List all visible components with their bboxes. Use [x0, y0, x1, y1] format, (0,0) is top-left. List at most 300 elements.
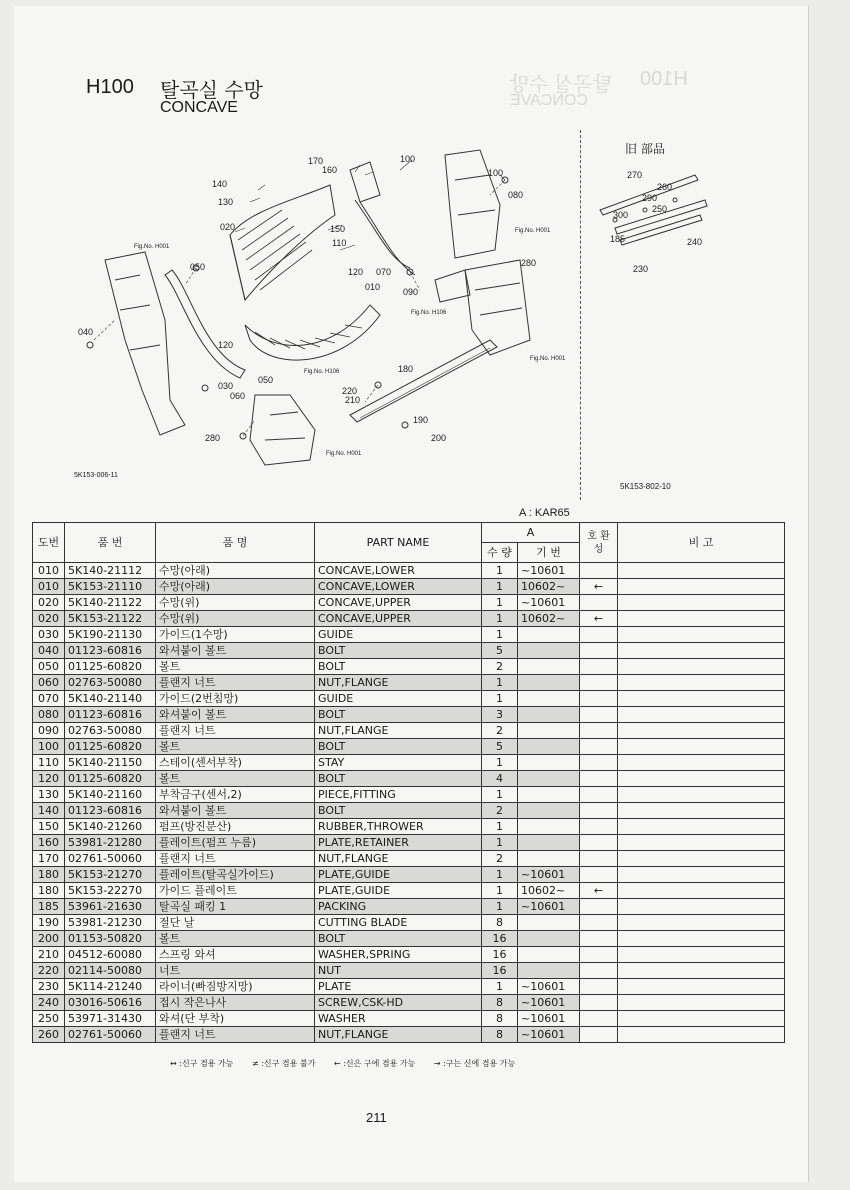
- cell-part-no: 01125-60820: [65, 771, 156, 787]
- callout-120: 120: [348, 267, 364, 277]
- cell-compat: ←: [580, 579, 618, 595]
- cell-compat: [580, 739, 618, 755]
- cell-qty: 8: [482, 915, 518, 931]
- cell-qty: 1: [482, 755, 518, 771]
- cell-ref-no: 190: [33, 915, 65, 931]
- cell-part-no: 01123-60816: [65, 643, 156, 659]
- cell-remarks: [618, 755, 785, 771]
- old-callout-250: 250: [652, 204, 668, 214]
- cell-remarks: [618, 707, 785, 723]
- cell-remarks: [618, 611, 785, 627]
- old-callout-300: 300: [613, 210, 629, 220]
- cell-qty: 2: [482, 851, 518, 867]
- cell-qty: 1: [482, 867, 518, 883]
- table-row: [33, 675, 785, 691]
- cell-part-name: BOLT: [315, 771, 482, 787]
- cell-part-no: 5K140-21140: [65, 691, 156, 707]
- figref-h106-right: Fig.No. H106: [411, 310, 447, 316]
- table-row: [33, 563, 785, 579]
- cell-remarks: [618, 691, 785, 707]
- cell-part-no: 5K153-21122: [65, 611, 156, 627]
- cell-part-name: PIECE,FITTING: [315, 787, 482, 803]
- callout-190: 190: [413, 415, 429, 425]
- cell-remarks: [618, 723, 785, 739]
- cell-part-name: PLATE,RETAINER: [315, 835, 482, 851]
- cell-compat: [580, 803, 618, 819]
- figref-h001-bottom: Fig.No. H001: [326, 451, 362, 457]
- cell-qty: 8: [482, 1027, 518, 1043]
- cell-serial: ~10601: [518, 899, 580, 915]
- cell-serial: [518, 739, 580, 755]
- cell-remarks: [618, 787, 785, 803]
- cell-part-no: 53971-31430: [65, 1011, 156, 1027]
- cell-ref-no: 240: [33, 995, 65, 1011]
- table-row: [33, 755, 785, 771]
- cell-remarks: [618, 883, 785, 899]
- cell-remarks: [618, 771, 785, 787]
- cell-compat: [580, 771, 618, 787]
- cell-ref-no: 060: [33, 675, 65, 691]
- cell-ref-no: 150: [33, 819, 65, 835]
- cell-ref-no: 200: [33, 931, 65, 947]
- cell-part-no: 03016-50616: [65, 995, 156, 1011]
- cell-compat: [580, 979, 618, 995]
- cell-remarks: [618, 867, 785, 883]
- cell-qty: 1: [482, 563, 518, 579]
- callout-100: 100: [400, 154, 416, 164]
- cell-serial: [518, 819, 580, 835]
- cell-ref-no: 120: [33, 771, 65, 787]
- cell-ref-no: 170: [33, 851, 65, 867]
- cell-ref-no: 160: [33, 835, 65, 851]
- cell-part-name: CUTTING BLADE: [315, 915, 482, 931]
- cell-part-name: NUT: [315, 963, 482, 979]
- cell-ref-no: 185: [33, 899, 65, 915]
- old-callout-290: 290: [642, 193, 658, 203]
- cell-ref-no: 070: [33, 691, 65, 707]
- cell-serial: [518, 675, 580, 691]
- table-row: [33, 707, 785, 723]
- callout-010: 010: [365, 282, 381, 292]
- header-remarks: 비 고: [618, 523, 785, 563]
- cell-part-name: GUIDE: [315, 691, 482, 707]
- table-row: [33, 611, 785, 627]
- parts-table: [32, 522, 785, 1043]
- callout-180: 180: [398, 364, 414, 374]
- table-row: [33, 963, 785, 979]
- cell-ref-no: 030: [33, 627, 65, 643]
- cell-name-kr: 라이너(빠짐방지망): [156, 979, 315, 995]
- parts-table-body: [33, 563, 785, 1043]
- cell-serial: [518, 963, 580, 979]
- callout-020: 020: [220, 222, 236, 232]
- cell-serial: [518, 723, 580, 739]
- figref-h001-top-right: Fig.No. H001: [515, 228, 551, 234]
- cell-part-no: 5K153-21270: [65, 867, 156, 883]
- cell-part-name: BOLT: [315, 643, 482, 659]
- callout-110: 110: [332, 238, 347, 248]
- cell-part-name: CONCAVE,LOWER: [315, 563, 482, 579]
- cell-name-kr: 플레이트(펌프 누름): [156, 835, 315, 851]
- cell-part-name: SCREW,CSK-HD: [315, 995, 482, 1011]
- exploded-parts-diagram: [60, 140, 575, 490]
- cell-qty: 1: [482, 691, 518, 707]
- cell-name-kr: 플랜지 너트: [156, 675, 315, 691]
- table-row: [33, 915, 785, 931]
- cell-serial: ~10601: [518, 1011, 580, 1027]
- cell-part-no: 01125-60820: [65, 739, 156, 755]
- cell-name-kr: 절단 날: [156, 915, 315, 931]
- cell-serial: [518, 771, 580, 787]
- cell-remarks: [618, 579, 785, 595]
- cell-qty: 1: [482, 675, 518, 691]
- cell-qty: 1: [482, 979, 518, 995]
- cell-part-name: CONCAVE,UPPER: [315, 595, 482, 611]
- cell-compat: [580, 659, 618, 675]
- compatibility-legend: [170, 1058, 531, 1069]
- cell-name-kr: 부착금구(센서,2): [156, 787, 315, 803]
- cell-qty: 1: [482, 835, 518, 851]
- callout-150: 150: [330, 224, 346, 234]
- table-row: [33, 723, 785, 739]
- cell-ref-no: 010: [33, 579, 65, 595]
- cell-part-no: 5K140-21112: [65, 563, 156, 579]
- cell-ref-no: 210: [33, 947, 65, 963]
- callout-210: 210: [345, 395, 361, 405]
- cell-remarks: [618, 627, 785, 643]
- cell-compat: [580, 1011, 618, 1027]
- cell-name-kr: 가이드(1수망): [156, 627, 315, 643]
- cell-qty: 1: [482, 611, 518, 627]
- cell-qty: 8: [482, 995, 518, 1011]
- cell-remarks: [618, 675, 785, 691]
- cell-part-name: STAY: [315, 755, 482, 771]
- cell-part-no: 5K153-21110: [65, 579, 156, 595]
- header-part-name: PART NAME: [315, 523, 482, 563]
- cell-serial: 10602~: [518, 579, 580, 595]
- cell-name-kr: 스프링 와셔: [156, 947, 315, 963]
- cell-compat: [580, 947, 618, 963]
- cell-compat: ←: [580, 883, 618, 899]
- cell-part-name: BOLT: [315, 931, 482, 947]
- cell-part-no: 02763-50080: [65, 723, 156, 739]
- table-row: [33, 771, 785, 787]
- table-row: [33, 643, 785, 659]
- cell-compat: ←: [580, 611, 618, 627]
- cell-compat: [580, 723, 618, 739]
- cell-part-name: WASHER,SPRING: [315, 947, 482, 963]
- table-row: [33, 739, 785, 755]
- legend-new-to-old: ← :신은 구에 겸용 가능: [333, 1059, 416, 1068]
- cell-ref-no: 100: [33, 739, 65, 755]
- table-row: [33, 931, 785, 947]
- cell-ref-no: 020: [33, 611, 65, 627]
- table-row: [33, 947, 785, 963]
- section-code: H100: [86, 76, 134, 98]
- old-callout-230: 230: [633, 264, 649, 274]
- cell-remarks: [618, 659, 785, 675]
- cell-ref-no: 220: [33, 963, 65, 979]
- cell-name-kr: 플랜지 너트: [156, 1027, 315, 1043]
- cell-part-no: 01123-60816: [65, 707, 156, 723]
- callout-060: 060: [230, 391, 246, 401]
- cell-qty: 1: [482, 819, 518, 835]
- cell-name-kr: 탈곡실 패킹 1: [156, 899, 315, 915]
- model-label: A : KAR65: [519, 507, 570, 519]
- cell-name-kr: 수망(아래): [156, 579, 315, 595]
- cell-part-no: 01153-50820: [65, 931, 156, 947]
- cell-part-no: 01123-60816: [65, 803, 156, 819]
- cell-ref-no: 020: [33, 595, 65, 611]
- cell-compat: [580, 563, 618, 579]
- cell-part-no: 02761-50060: [65, 1027, 156, 1043]
- page-number: 211: [366, 1110, 387, 1125]
- cell-part-no: 5K190-21130: [65, 627, 156, 643]
- cell-qty: 16: [482, 963, 518, 979]
- table-row: [33, 579, 785, 595]
- cell-part-name: PLATE,GUIDE: [315, 867, 482, 883]
- cell-part-no: 5K140-21150: [65, 755, 156, 771]
- cell-name-kr: 플레이트(탈곡실가이드): [156, 867, 315, 883]
- ghost-title-code: H100: [640, 68, 688, 90]
- header-group-a: A: [482, 523, 580, 543]
- cell-part-name: NUT,FLANGE: [315, 723, 482, 739]
- cell-compat: [580, 707, 618, 723]
- cell-serial: ~10601: [518, 979, 580, 995]
- cell-name-kr: 가이드(2번침망): [156, 691, 315, 707]
- cell-name-kr: 수망(아래): [156, 563, 315, 579]
- cell-compat: [580, 755, 618, 771]
- cell-remarks: [618, 915, 785, 931]
- cell-ref-no: 230: [33, 979, 65, 995]
- ghost-title-en: CONCAVE: [510, 92, 588, 109]
- cell-remarks: [618, 563, 785, 579]
- cell-name-kr: 수망(위): [156, 595, 315, 611]
- cell-part-name: NUT,FLANGE: [315, 851, 482, 867]
- cell-compat: [580, 787, 618, 803]
- diagram-callouts: [78, 154, 536, 443]
- cell-name-kr: 와셔(단 부착): [156, 1011, 315, 1027]
- cell-serial: ~10601: [518, 563, 580, 579]
- cell-remarks: [618, 739, 785, 755]
- callout-280-b: 280: [521, 258, 537, 268]
- table-row: [33, 1027, 785, 1043]
- cell-qty: 1: [482, 899, 518, 915]
- diagram-divider: [580, 130, 581, 500]
- cell-qty: 1: [482, 595, 518, 611]
- legend-none: ≠ :신구 겸용 불가: [251, 1059, 316, 1068]
- cell-name-kr: 볼트: [156, 771, 315, 787]
- cell-compat: [580, 819, 618, 835]
- cell-part-name: PACKING: [315, 899, 482, 915]
- cell-name-kr: 가이드 플레이트: [156, 883, 315, 899]
- cell-remarks: [618, 803, 785, 819]
- cell-name-kr: 플랜지 너트: [156, 851, 315, 867]
- cell-name-kr: 수망(위): [156, 611, 315, 627]
- cell-ref-no: 050: [33, 659, 65, 675]
- cell-remarks: [618, 1027, 785, 1043]
- cell-remarks: [618, 1011, 785, 1027]
- cell-name-kr: 볼트: [156, 659, 315, 675]
- cell-remarks: [618, 835, 785, 851]
- cell-name-kr: 펌프(방진분산): [156, 819, 315, 835]
- old-callout-185: 185: [610, 234, 626, 244]
- cell-remarks: [618, 947, 785, 963]
- cell-qty: 8: [482, 1011, 518, 1027]
- cell-compat: [580, 595, 618, 611]
- figref-h001-right: Fig.No. H001: [530, 356, 566, 362]
- header-part-no: 품 번: [65, 523, 156, 563]
- table-row: [33, 851, 785, 867]
- cell-part-name: BOLT: [315, 707, 482, 723]
- cell-ref-no: 180: [33, 867, 65, 883]
- cell-ref-no: 260: [33, 1027, 65, 1043]
- header-serial: 기 번: [518, 543, 580, 563]
- cell-qty: 1: [482, 579, 518, 595]
- cell-compat: [580, 931, 618, 947]
- cell-compat: [580, 867, 618, 883]
- cell-serial: [518, 659, 580, 675]
- table-row: [33, 691, 785, 707]
- cell-serial: [518, 851, 580, 867]
- cell-compat: [580, 643, 618, 659]
- cell-qty: 1: [482, 883, 518, 899]
- cell-name-kr: 접시 작은나사: [156, 995, 315, 1011]
- cell-compat: [580, 915, 618, 931]
- cell-part-name: CONCAVE,LOWER: [315, 579, 482, 595]
- cell-name-kr: 스테이(센서부착): [156, 755, 315, 771]
- cell-remarks: [618, 851, 785, 867]
- cell-serial: 10602~: [518, 883, 580, 899]
- table-row: [33, 979, 785, 995]
- cell-part-name: GUIDE: [315, 627, 482, 643]
- cell-name-kr: 플랜지 너트: [156, 723, 315, 739]
- diagram-code-right: 5K153-802-10: [620, 482, 671, 491]
- cell-remarks: [618, 643, 785, 659]
- cell-name-kr: 너트: [156, 963, 315, 979]
- cell-serial: [518, 707, 580, 723]
- cell-part-no: 04512-60080: [65, 947, 156, 963]
- callout-170: 170: [308, 156, 324, 166]
- table-row: [33, 659, 785, 675]
- cell-serial: [518, 691, 580, 707]
- callout-050-b: 050: [258, 375, 274, 385]
- cell-serial: [518, 947, 580, 963]
- cell-ref-no: 090: [33, 723, 65, 739]
- cell-qty: 5: [482, 739, 518, 755]
- table-row: [33, 803, 785, 819]
- callout-140: 140: [212, 179, 228, 189]
- cell-part-name: NUT,FLANGE: [315, 1027, 482, 1043]
- diagram-code-left: 5K153-006-11: [74, 472, 118, 479]
- callout-130: 130: [218, 197, 234, 207]
- old-callout-260: 260: [657, 182, 673, 192]
- cell-serial: [518, 627, 580, 643]
- cell-compat: [580, 851, 618, 867]
- callout-040: 040: [78, 327, 94, 337]
- callout-220: 220: [342, 386, 358, 396]
- cell-serial: [518, 835, 580, 851]
- cell-part-no: 5K140-21260: [65, 819, 156, 835]
- cell-remarks: [618, 595, 785, 611]
- old-callout-270: 270: [627, 170, 643, 180]
- callout-200: 200: [431, 433, 447, 443]
- cell-compat: [580, 691, 618, 707]
- cell-remarks: [618, 979, 785, 995]
- section-title-english: CONCAVE: [160, 99, 238, 116]
- cell-remarks: [618, 819, 785, 835]
- cell-serial: [518, 755, 580, 771]
- cell-name-kr: 와셔붙이 볼트: [156, 643, 315, 659]
- cell-serial: [518, 931, 580, 947]
- table-row: [33, 883, 785, 899]
- cell-serial: ~10601: [518, 867, 580, 883]
- cell-ref-no: 040: [33, 643, 65, 659]
- callout-280-a: 280: [205, 433, 221, 443]
- cell-qty: 16: [482, 947, 518, 963]
- table-row: [33, 995, 785, 1011]
- cell-part-name: BOLT: [315, 739, 482, 755]
- cell-remarks: [618, 963, 785, 979]
- ghost-title-kr: 탈곡실 수망: [510, 74, 613, 96]
- cell-part-name: PLATE: [315, 979, 482, 995]
- cell-part-no: 02761-50060: [65, 851, 156, 867]
- figref-h106-center: Fig.No. H106: [304, 369, 340, 375]
- cell-ref-no: 010: [33, 563, 65, 579]
- cell-part-name: BOLT: [315, 659, 482, 675]
- cell-qty: 1: [482, 627, 518, 643]
- cell-remarks: [618, 995, 785, 1011]
- cell-serial: ~10601: [518, 595, 580, 611]
- table-row: [33, 867, 785, 883]
- cell-qty: 4: [482, 771, 518, 787]
- legend-old-to-new: → :구는 신에 겸용 가능: [433, 1059, 516, 1068]
- cell-compat: [580, 835, 618, 851]
- cell-qty: 5: [482, 643, 518, 659]
- cell-ref-no: 140: [33, 803, 65, 819]
- cell-part-no: 53981-21280: [65, 835, 156, 851]
- cell-name-kr: 와셔붙이 볼트: [156, 707, 315, 723]
- cell-part-name: NUT,FLANGE: [315, 675, 482, 691]
- header-name-kr: 품 명: [156, 523, 315, 563]
- old-parts-title: 旧 部品: [625, 142, 665, 156]
- cell-serial: [518, 643, 580, 659]
- header-ref-no: 도번: [33, 523, 65, 563]
- cell-remarks: [618, 931, 785, 947]
- callout-050: 050: [190, 262, 206, 272]
- callout-160: 160: [322, 165, 338, 175]
- table-row: [33, 595, 785, 611]
- cell-part-no: 53981-21230: [65, 915, 156, 931]
- cell-serial: 10602~: [518, 611, 580, 627]
- cell-compat: [580, 627, 618, 643]
- cell-qty: 3: [482, 707, 518, 723]
- table-row: [33, 819, 785, 835]
- cell-compat: [580, 963, 618, 979]
- cell-remarks: [618, 899, 785, 915]
- cell-ref-no: 250: [33, 1011, 65, 1027]
- callout-080: 080: [508, 190, 524, 200]
- cell-qty: 1: [482, 787, 518, 803]
- cell-serial: ~10601: [518, 1027, 580, 1043]
- callout-070: 070: [376, 267, 392, 277]
- cell-name-kr: 와셔붙이 볼트: [156, 803, 315, 819]
- old-parts-diagram: [585, 160, 725, 280]
- cell-compat: [580, 1027, 618, 1043]
- cell-compat: [580, 995, 618, 1011]
- cell-part-name: BOLT: [315, 803, 482, 819]
- cell-ref-no: 180: [33, 883, 65, 899]
